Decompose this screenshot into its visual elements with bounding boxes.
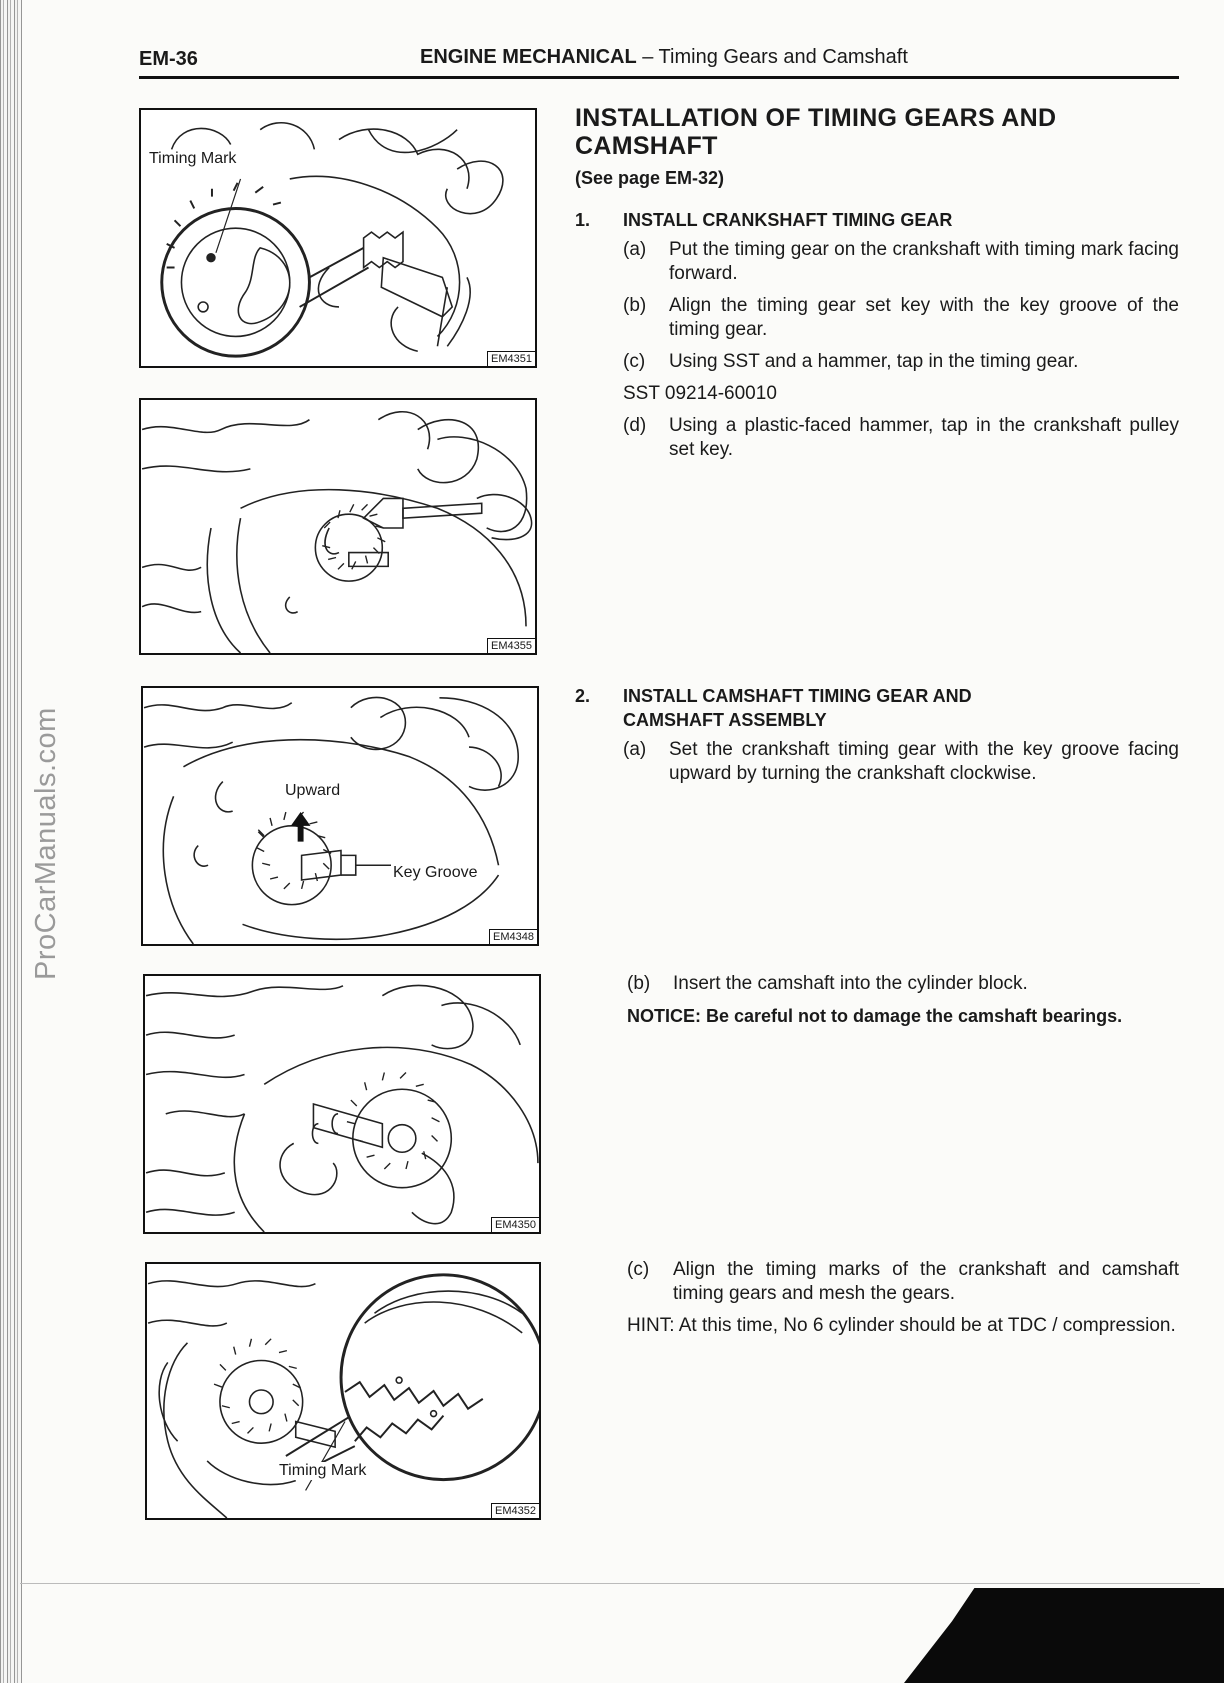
figure-insert-camshaft	[143, 974, 541, 1234]
sub-letter: (b)	[623, 295, 647, 316]
sub-text: Insert the camshaft into the cylinder block.	[673, 973, 1028, 994]
header-rule	[139, 76, 1179, 79]
figure-code: EM4350	[491, 1217, 539, 1232]
figure-label-timing-mark: Timing Mark	[149, 150, 237, 167]
figure-label-upward: Upward	[285, 782, 341, 799]
sub-text: Using a plastic-faced hammer, tap in the crankshaft pulley set key.	[669, 415, 1179, 460]
step-2b	[627, 972, 1179, 996]
sub-text: Put the timing gear on the crankshaft with timing mark facing forward.	[669, 239, 1179, 284]
watermark: ProCarManuals.com	[30, 707, 62, 980]
step-2c	[627, 1258, 1179, 1306]
sub-text: Align the timing gear set key with the key groove of the timing gear.	[669, 295, 1179, 340]
step-1a	[623, 238, 1179, 286]
page-reference: (See page EM-32)	[575, 168, 725, 188]
step-1d	[623, 414, 1179, 462]
illustration-key-groove	[143, 688, 537, 944]
sub-letter: (b)	[627, 973, 651, 994]
illustration-camshaft-insert	[145, 976, 539, 1232]
figure-label-key-groove: Key Groove	[393, 864, 478, 881]
step-1b	[623, 294, 1179, 342]
section-title	[420, 46, 908, 69]
figure-code: EM4352	[491, 1503, 539, 1518]
figure-tap-crank-gear	[139, 398, 537, 655]
step-1-number: 1.	[575, 210, 591, 230]
sub-letter: (a)	[623, 239, 647, 260]
figure-code: EM4355	[487, 638, 535, 653]
step-1-title: INSTALL CRANKSHAFT TIMING GEAR	[623, 210, 953, 230]
step-1c	[623, 350, 1179, 374]
figure-code: EM4348	[489, 929, 537, 944]
step-2a	[623, 738, 1179, 786]
bottom-rule	[20, 1583, 1200, 1584]
sub-letter: (c)	[627, 1259, 650, 1280]
step-2-title-line1: INSTALL CAMSHAFT TIMING GEAR AND	[623, 686, 972, 706]
step-2-number: 2.	[575, 686, 591, 706]
scan-shadow	[904, 1588, 1224, 1683]
page-title: INSTALLATION OF TIMING GEARS AND CAMSHAFT	[575, 104, 1057, 160]
binding-edge	[0, 0, 22, 1683]
figure-code: EM4351	[487, 351, 535, 366]
figure-align-timing-marks	[145, 1262, 541, 1520]
section-title-rest: – Timing Gears and Camshaft	[636, 46, 908, 68]
sub-text: Align the timing marks of the crankshaft and camshaft timing gears and mesh the gears.	[673, 1259, 1179, 1304]
sst-number: SST 09214-60010	[623, 383, 777, 404]
step-2-title-line2: CAMSHAFT ASSEMBLY	[623, 710, 827, 730]
sub-letter: (c)	[623, 351, 646, 372]
figure-label-timing-mark: Timing Mark	[279, 1462, 367, 1479]
sub-letter: (a)	[623, 739, 647, 760]
page-code: EM-36	[139, 48, 198, 70]
illustration-timing-gear	[141, 110, 535, 366]
section-title-bold: ENGINE MECHANICAL	[420, 46, 637, 68]
figure-key-groove-upward	[141, 686, 539, 946]
sub-letter: (d)	[623, 415, 647, 436]
figure-crank-gear-timing-mark	[139, 108, 537, 368]
sub-text: Using SST and a hammer, tap in the timing gear.	[669, 351, 1079, 372]
illustration-hammer-tap	[141, 400, 535, 653]
sub-text: Set the crankshaft timing gear with the key groove facing upward by turning the crankshaft clockwise.	[669, 739, 1179, 784]
hint: HINT: At this time, No 6 cylinder should be at TDC / compression.	[627, 1315, 1176, 1336]
notice: NOTICE: Be careful not to damage the camshaft bearings.	[627, 1006, 1123, 1026]
